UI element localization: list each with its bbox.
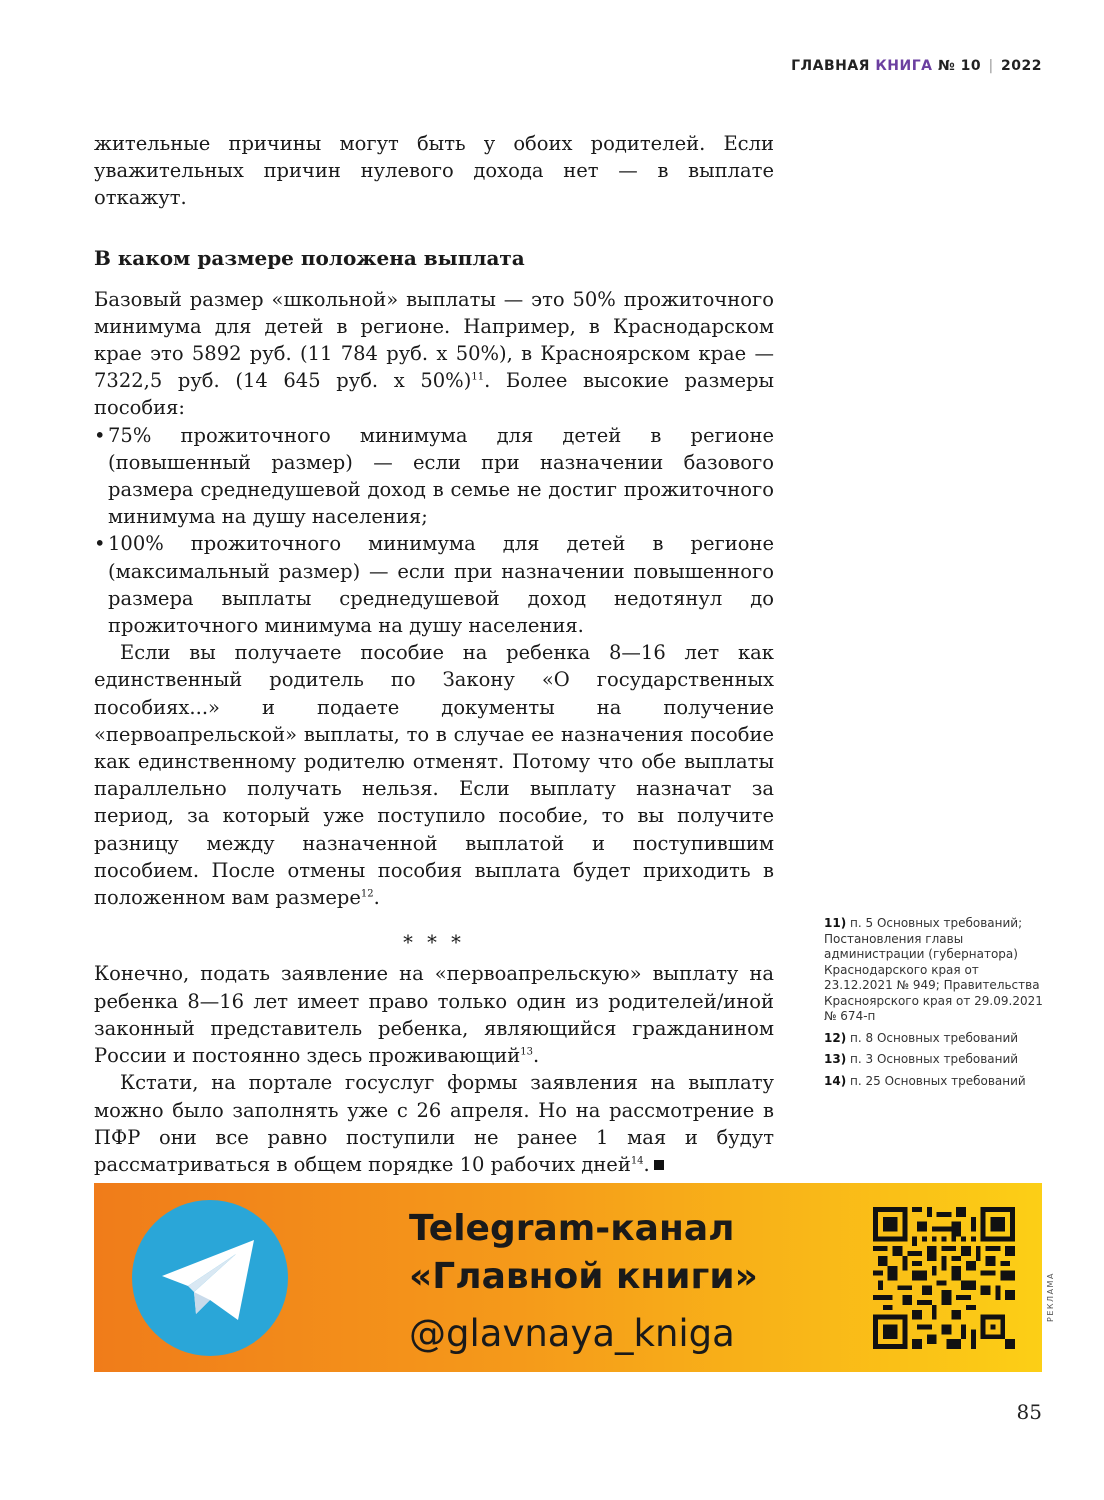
list-item: • 75% прожиточного минимума для детей в регионе (повышенный размер) — если при назначении базового размера среднедушевой доход в семье не достиг прожиточного минимума на душу населения; bbox=[94, 422, 774, 531]
end-of-article-mark bbox=[654, 1160, 664, 1170]
footnote-number: 12) bbox=[824, 1030, 847, 1045]
intro-paragraph: жительные причины могут быть у обоих родителей. Если уважительных причин нулевого дохода нет — в выплате откажут. bbox=[94, 132, 774, 210]
running-header bbox=[791, 58, 1042, 74]
paragraph-base-size-tail: . Более высокие размеры пособия: bbox=[94, 369, 774, 420]
footnote-text: п. 8 Основных требований bbox=[850, 1030, 1019, 1045]
paragraph-applicant-text: Конечно, подать заявление на «первоапрельскую» выплату на ребенка 8—16 лет имеет право только один из родителей/иной законный представитель ребенка, являющийся гражданином России и постоянно здесь проживающий bbox=[94, 962, 774, 1068]
telegram-handle[interactable]: @glavnaya_kniga bbox=[409, 1312, 735, 1355]
telegram-icon bbox=[132, 1200, 288, 1356]
issue-number: № 10 bbox=[937, 58, 982, 74]
page-number: 85 bbox=[1016, 1400, 1042, 1424]
footnote-number: 13) bbox=[824, 1052, 847, 1066]
footnote-13 bbox=[824, 1052, 1044, 1068]
footnote-number: 11) bbox=[824, 916, 847, 930]
footnote-ref-13[interactable]: 13 bbox=[520, 1046, 534, 1058]
footnote-14 bbox=[824, 1074, 1044, 1090]
footnote-text: п. 3 Основных требований bbox=[850, 1052, 1019, 1066]
footnote-11 bbox=[824, 916, 1044, 1025]
paragraph-gosuslugi bbox=[94, 1069, 774, 1178]
footnote-text: п. 5 Основных требований; Постановления главы администрации (губернатора) Краснодарского края от 23.12.2021 № 949; Правительства Красноярского края от 29.09.2021 № 674-п bbox=[824, 916, 1043, 1023]
article-body bbox=[94, 130, 774, 1178]
footnote-ref-12[interactable]: 12 bbox=[360, 888, 374, 900]
brand-name-part1: ГЛАВНАЯ bbox=[791, 58, 870, 74]
paragraph-applicant-tail: . bbox=[533, 1044, 540, 1068]
paragraph-gosuslugi-tail: . bbox=[643, 1152, 650, 1176]
banner-text bbox=[409, 1205, 758, 1365]
footnotes bbox=[824, 916, 1044, 1095]
paragraph-single-parent-text: Если вы получаете пособие на ребенка 8—16 лет как единственный родитель по Закону «О государственных пособиях...» и подаете документы на получение «первоапрельской» выплаты, то в случае ее назначения пособие как единственному родителю отменят. Потому что обе выплаты параллельно получать нельзя. Если выплату назначат за период, за который уже поступило пособие, то вы получите разницу между назначенной выплатой и поступившим пособием. После отмены пособия выплата будет приходить в положенном вам размере bbox=[94, 641, 774, 910]
qr-code[interactable] bbox=[873, 1207, 1015, 1349]
ad-label: РЕКЛАМА bbox=[1046, 1272, 1055, 1322]
paragraph-single-parent bbox=[94, 639, 774, 911]
bullet-list bbox=[94, 422, 774, 640]
brand-name-part2: КНИГА bbox=[875, 58, 933, 74]
telegram-ad-banner[interactable] bbox=[94, 1183, 1042, 1372]
footnote-ref-14[interactable]: 14 bbox=[630, 1155, 644, 1167]
section-heading: В каком размере положена выплата bbox=[94, 245, 525, 270]
section-separator: * * * bbox=[403, 931, 465, 955]
paragraph-single-parent-tail: . bbox=[373, 886, 380, 910]
footnote-12 bbox=[824, 1031, 1044, 1047]
paragraph-base-size-text: Базовый размер «школьной» выплаты — это 50% прожиточного минимума для детей в регионе. Например, в Краснодарском крае это 5892 руб. (11 784 руб. х 50%), в Красноярском крае — 7322,5 руб. (14 645 руб. х 50%) bbox=[94, 287, 774, 393]
list-item: • 100% прожиточного минимума для детей в регионе (максимальный размер) — если при назначении повышенного размера выплаты среднедушевой доход недотянул до прожиточного минимума на душу населения. bbox=[94, 530, 774, 639]
issue-year: 2022 bbox=[1001, 58, 1042, 74]
paragraph-base-size bbox=[94, 286, 774, 422]
banner-title-line1: Telegram-канал bbox=[409, 1208, 735, 1249]
paragraph-applicant bbox=[94, 960, 774, 1069]
footnote-text: п. 25 Основных требований bbox=[850, 1073, 1026, 1088]
header-divider: | bbox=[988, 58, 994, 74]
footnote-ref-11[interactable]: 11 bbox=[471, 371, 485, 383]
footnote-number: 14) bbox=[824, 1073, 847, 1088]
paragraph-gosuslugi-text: Кстати, на портале госуслуг формы заявления на выплату можно было заполнять уже с 26 апреля. Но на рассмотрение в ПФР они все равно поступили не ранее 1 мая и будут рассматриваться в общем порядке 10 рабочих дней bbox=[94, 1071, 774, 1176]
banner-title-line2: «Главной книги» bbox=[409, 1256, 758, 1297]
